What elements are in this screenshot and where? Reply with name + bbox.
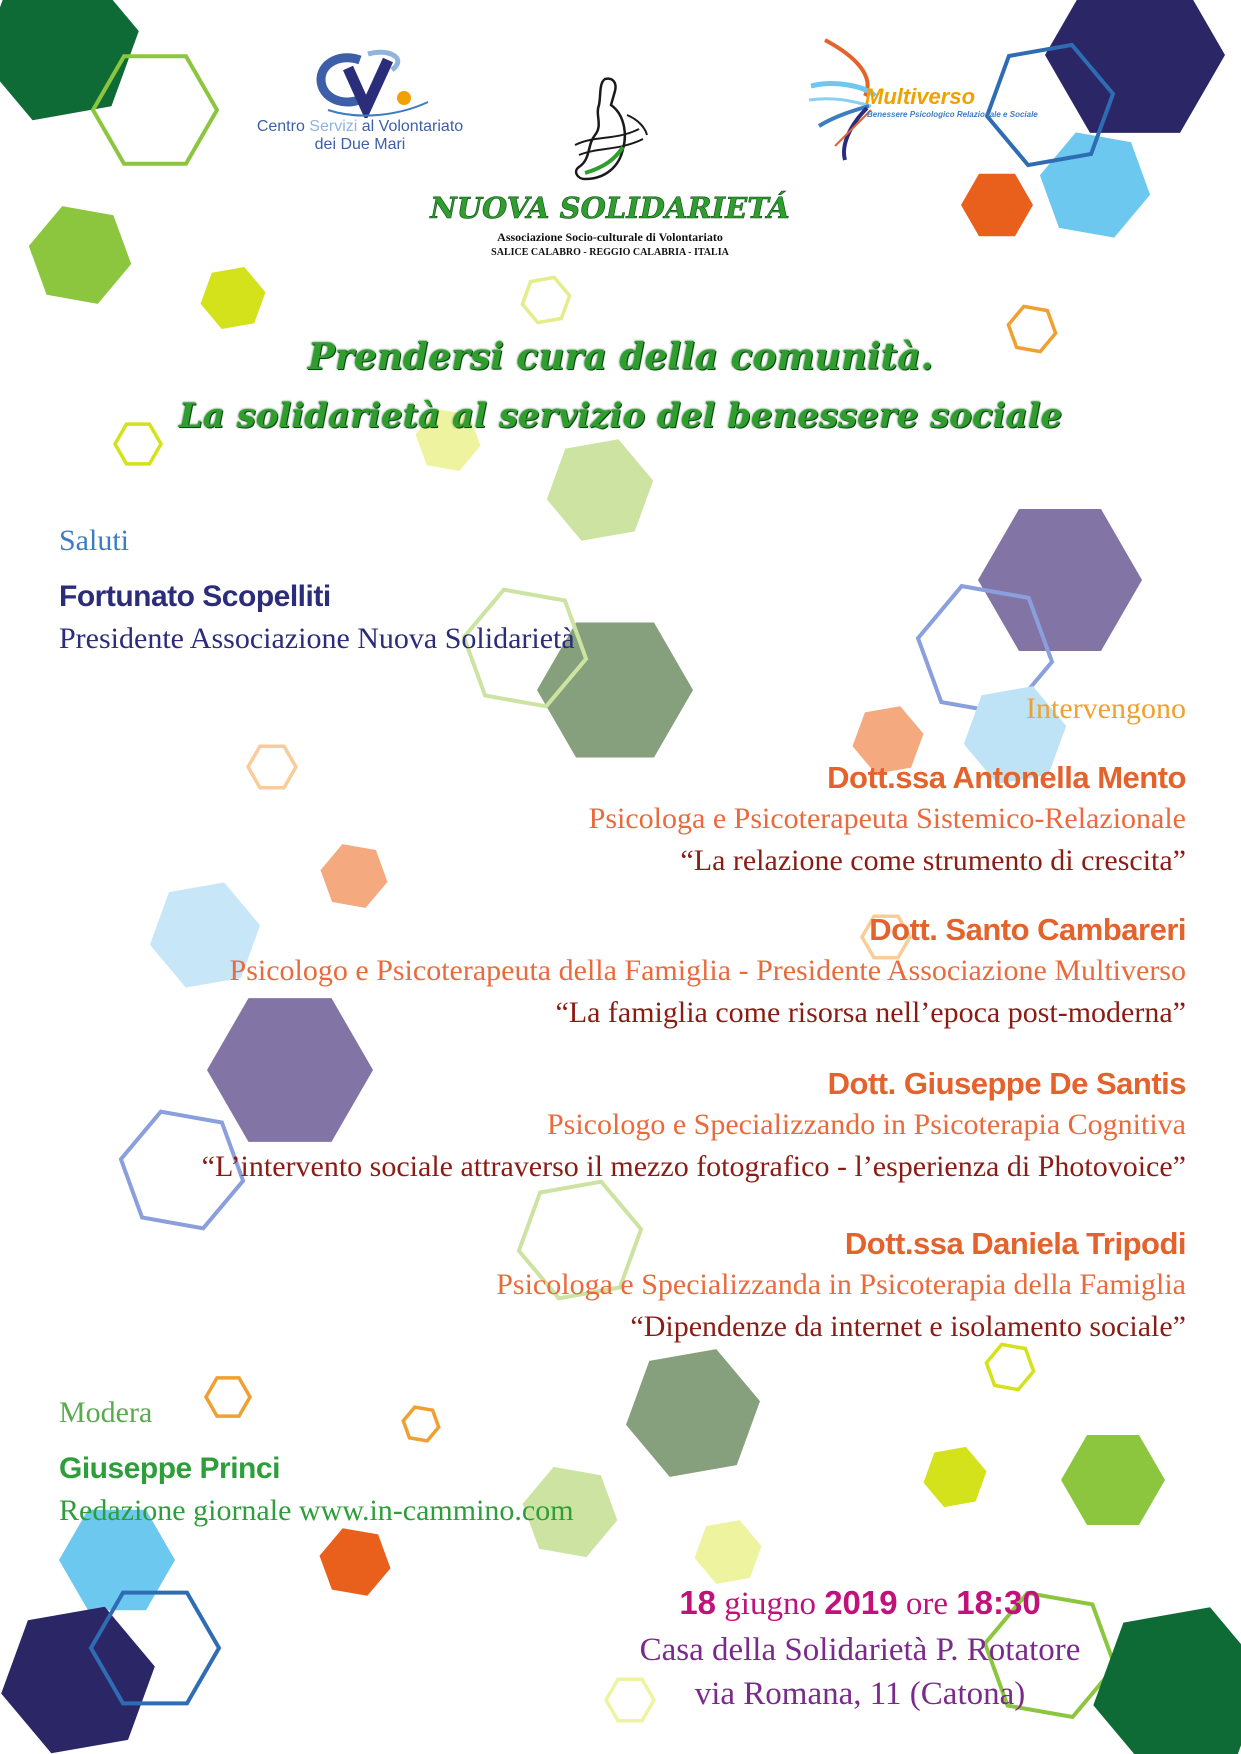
decorative-hexagon bbox=[321, 844, 388, 908]
event-venue: Casa della Solidarietà P. Rotatore bbox=[639, 1632, 1081, 1668]
hands-logo-icon bbox=[565, 75, 655, 185]
event-title-line2: La solidarietà al servizio del benessere sociale bbox=[178, 396, 1063, 436]
decorative-hexagon bbox=[1061, 1435, 1165, 1525]
speaker-name: Dott.ssa Daniela Tripodi bbox=[844, 1226, 1186, 1261]
nuova-solidarieta-logo bbox=[380, 75, 840, 265]
moderator-name: Giuseppe Princi bbox=[59, 1452, 280, 1485]
decorative-hexagon bbox=[522, 277, 569, 322]
speaker-talk: “La famiglia come risorsa nell’epoca post-moderna” bbox=[555, 996, 1186, 1029]
decorative-hexagon bbox=[403, 1407, 438, 1441]
event-time: 18:30 bbox=[956, 1584, 1041, 1621]
speaker-talk: “L’intervento sociale attraverso il mezzo fotografico - l’esperienza di Photovoice” bbox=[201, 1150, 1186, 1183]
speaker-name: Dott. Giuseppe De Santis bbox=[827, 1066, 1186, 1101]
decorative-hexagon bbox=[207, 998, 373, 1142]
greetings-role: Presidente Associazione Nuova Solidarietà bbox=[59, 622, 575, 655]
decorative-hexagon bbox=[978, 509, 1142, 651]
speaker-role: Psicologo e Psicoterapeuta della Famiglia - Presidente Associazione Multiverso bbox=[229, 954, 1186, 987]
decorative-hexagon bbox=[1045, 0, 1225, 133]
greetings-name: Fortunato Scopelliti bbox=[59, 580, 331, 613]
decorative-hexagon bbox=[547, 439, 653, 540]
event-day: 18 bbox=[679, 1584, 717, 1621]
decorative-hexagon bbox=[986, 1344, 1033, 1389]
association-subtitle: Associazione Socio-culturale di Volontariato bbox=[497, 230, 723, 244]
moderator-role: Redazione giornale www.in-cammino.com bbox=[59, 1494, 574, 1527]
speakers-label: Intervengono bbox=[1026, 692, 1186, 725]
speaker-name: Dott.ssa Antonella Mento bbox=[827, 760, 1186, 795]
event-year: 2019 bbox=[824, 1584, 898, 1621]
event-title-line1: Prendersi cura della comunità. bbox=[307, 336, 934, 378]
decorative-hexagon bbox=[695, 1520, 762, 1584]
decorative-hexagon bbox=[206, 1378, 250, 1416]
speaker-talk: “Dipendenze da internet e isolamento sociale” bbox=[630, 1310, 1186, 1343]
csv-logo-text-a: Centro bbox=[256, 118, 310, 135]
speaker-role: Psicologa e Specializzanda in Psicoterapia della Famiglia bbox=[496, 1268, 1186, 1301]
event-datetime bbox=[560, 1584, 1160, 1623]
csv-logo-text-line2: dei Due Mari bbox=[314, 136, 406, 153]
csv-logo-text-c: al Volontariato bbox=[357, 118, 464, 135]
decorative-hexagon bbox=[248, 746, 296, 788]
moderator-label: Modera bbox=[59, 1396, 153, 1429]
speaker-talk: “La relazione come strumento di crescita” bbox=[680, 844, 1186, 877]
decorative-hexagon bbox=[201, 267, 266, 329]
speaker-role: Psicologa e Psicoterapeuta Sistemico-Relazionale bbox=[588, 802, 1186, 835]
association-place: SALICE CALABRO - REGGIO CALABRIA - ITALIA bbox=[491, 247, 729, 258]
event-address: via Romana, 11 (Catona) bbox=[694, 1676, 1026, 1712]
decorative-hexagon bbox=[320, 1528, 391, 1596]
event-month: giugno bbox=[716, 1586, 825, 1622]
decorative-hexagon bbox=[0, 0, 139, 120]
decorative-hexagon bbox=[1, 1607, 155, 1754]
csv-logo-text-b: Servizi bbox=[309, 118, 358, 135]
speaker-name: Dott. Santo Cambareri bbox=[869, 912, 1186, 947]
multiverso-name: Multiverso bbox=[865, 84, 976, 109]
multiverso-tagline: Benessere Psicologico Relazionale e Sociale bbox=[867, 110, 1038, 119]
greetings-label: Saluti bbox=[59, 524, 130, 557]
association-name: NUOVA SOLIDARIETÁ bbox=[430, 191, 790, 225]
decorative-hexagon bbox=[961, 174, 1033, 236]
multiverso-logo bbox=[805, 36, 1038, 166]
event-at: ore bbox=[897, 1586, 957, 1622]
speaker-role: Psicologo e Specializzando in Psicoterapia Cognitiva bbox=[546, 1108, 1186, 1141]
decorative-hexagon bbox=[626, 1349, 760, 1477]
decorative-hexagon bbox=[29, 206, 131, 304]
decorative-hexagon bbox=[924, 1447, 987, 1507]
